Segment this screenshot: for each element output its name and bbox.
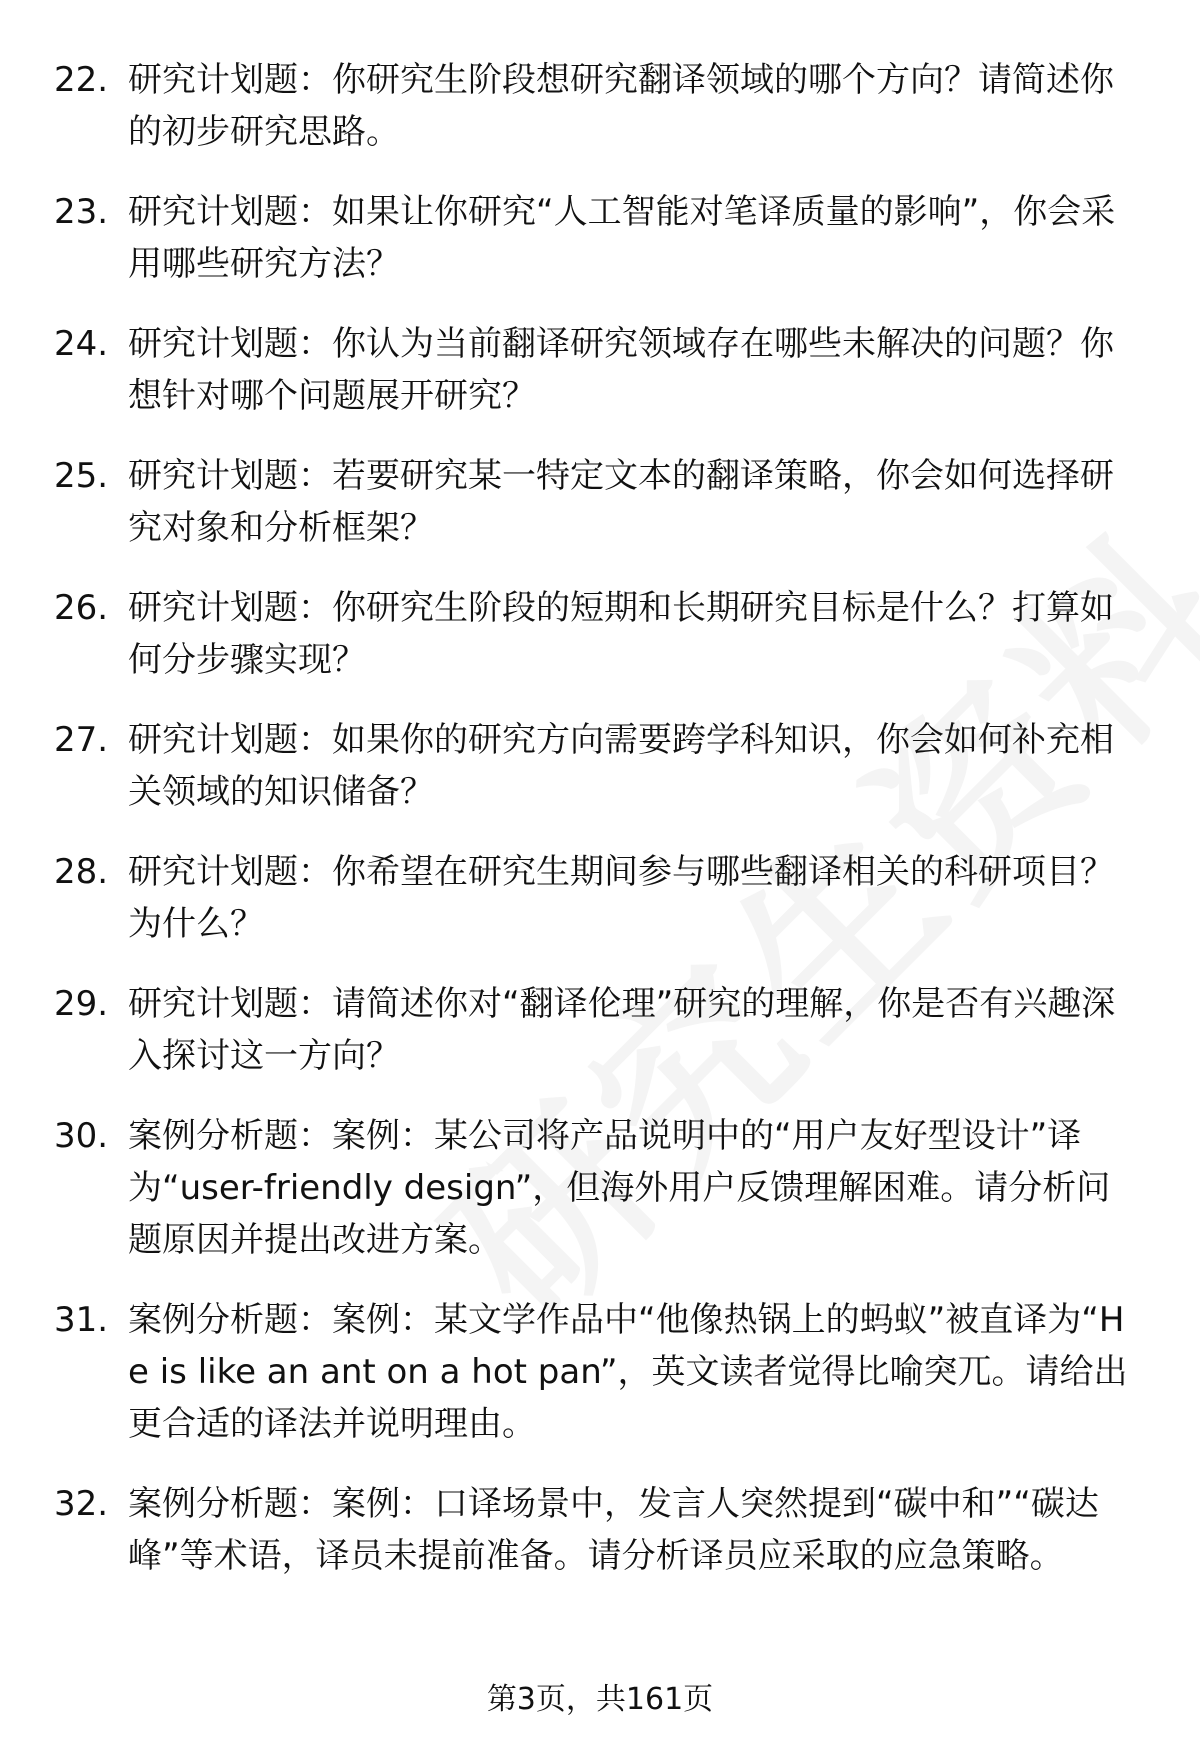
question-text: 案例分析题：案例：某公司将产品说明中的“用户友好型设计”译为“user-friendly design”，但海外用户反馈理解困难。请分析问题原因并提出改进方案。 bbox=[128, 1116, 1111, 1260]
question-number: 22. bbox=[54, 60, 109, 100]
question-number: 31. bbox=[54, 1300, 109, 1340]
question-number: 27. bbox=[54, 720, 109, 760]
question-number: 28. bbox=[54, 852, 109, 892]
question-number: 25. bbox=[54, 456, 109, 496]
question-number: 26. bbox=[54, 588, 109, 628]
question-number: 23. bbox=[54, 192, 109, 232]
question-item bbox=[0, 1478, 1200, 1582]
question-text: 研究计划题：若要研究某一特定文本的翻译策略，你会如何选择研究对象和分析框架？ bbox=[128, 456, 1114, 548]
question-text: 研究计划题：如果让你研究“人工智能对笔译质量的影响”，你会采用哪些研究方法？ bbox=[128, 192, 1116, 284]
question-item bbox=[0, 978, 1200, 1082]
question-item bbox=[0, 582, 1200, 686]
question-text: 研究计划题：你认为当前翻译研究领域存在哪些未解决的问题？你想针对哪个问题展开研究？ bbox=[128, 324, 1114, 416]
question-text: 研究计划题：你研究生阶段想研究翻译领域的哪个方向？请简述你的初步研究思路。 bbox=[128, 60, 1114, 152]
question-item bbox=[0, 450, 1200, 554]
question-text: 研究计划题：你希望在研究生期间参与哪些翻译相关的科研项目？为什么？ bbox=[128, 852, 1114, 944]
page-footer: 第3页，共161页 bbox=[486, 1682, 714, 1717]
question-item bbox=[0, 1110, 1200, 1266]
question-item bbox=[0, 186, 1200, 290]
question-text: 研究计划题：如果你的研究方向需要跨学科知识，你会如何补充相关领域的知识储备？ bbox=[128, 720, 1114, 812]
question-item bbox=[0, 1294, 1200, 1450]
question-text: 研究计划题：你研究生阶段的短期和长期研究目标是什么？打算如何分步骤实现？ bbox=[128, 588, 1114, 680]
question-item bbox=[0, 318, 1200, 422]
question-number: 24. bbox=[54, 324, 109, 364]
question-item bbox=[0, 54, 1200, 158]
question-number: 32. bbox=[54, 1484, 109, 1524]
question-number: 29. bbox=[54, 984, 109, 1024]
question-list bbox=[0, 54, 1200, 1610]
question-text: 案例分析题：案例：口译场景中，发言人突然提到“碳中和”“碳达峰”等术语，译员未提前准备。请分析译员应采取的应急策略。 bbox=[128, 1484, 1099, 1576]
question-item bbox=[0, 846, 1200, 950]
question-text: 研究计划题：请简述你对“翻译伦理”研究的理解，你是否有兴趣深入探讨这一方向？ bbox=[128, 984, 1116, 1076]
question-item bbox=[0, 714, 1200, 818]
question-text: 案例分析题：案例：某文学作品中“他像热锅上的蚂蚁”被直译为“He is like an ant on a hot pan”，英文读者觉得比喻突兀。请给出更合适的译法并说明理由。 bbox=[128, 1300, 1128, 1444]
question-number: 30. bbox=[54, 1116, 109, 1156]
